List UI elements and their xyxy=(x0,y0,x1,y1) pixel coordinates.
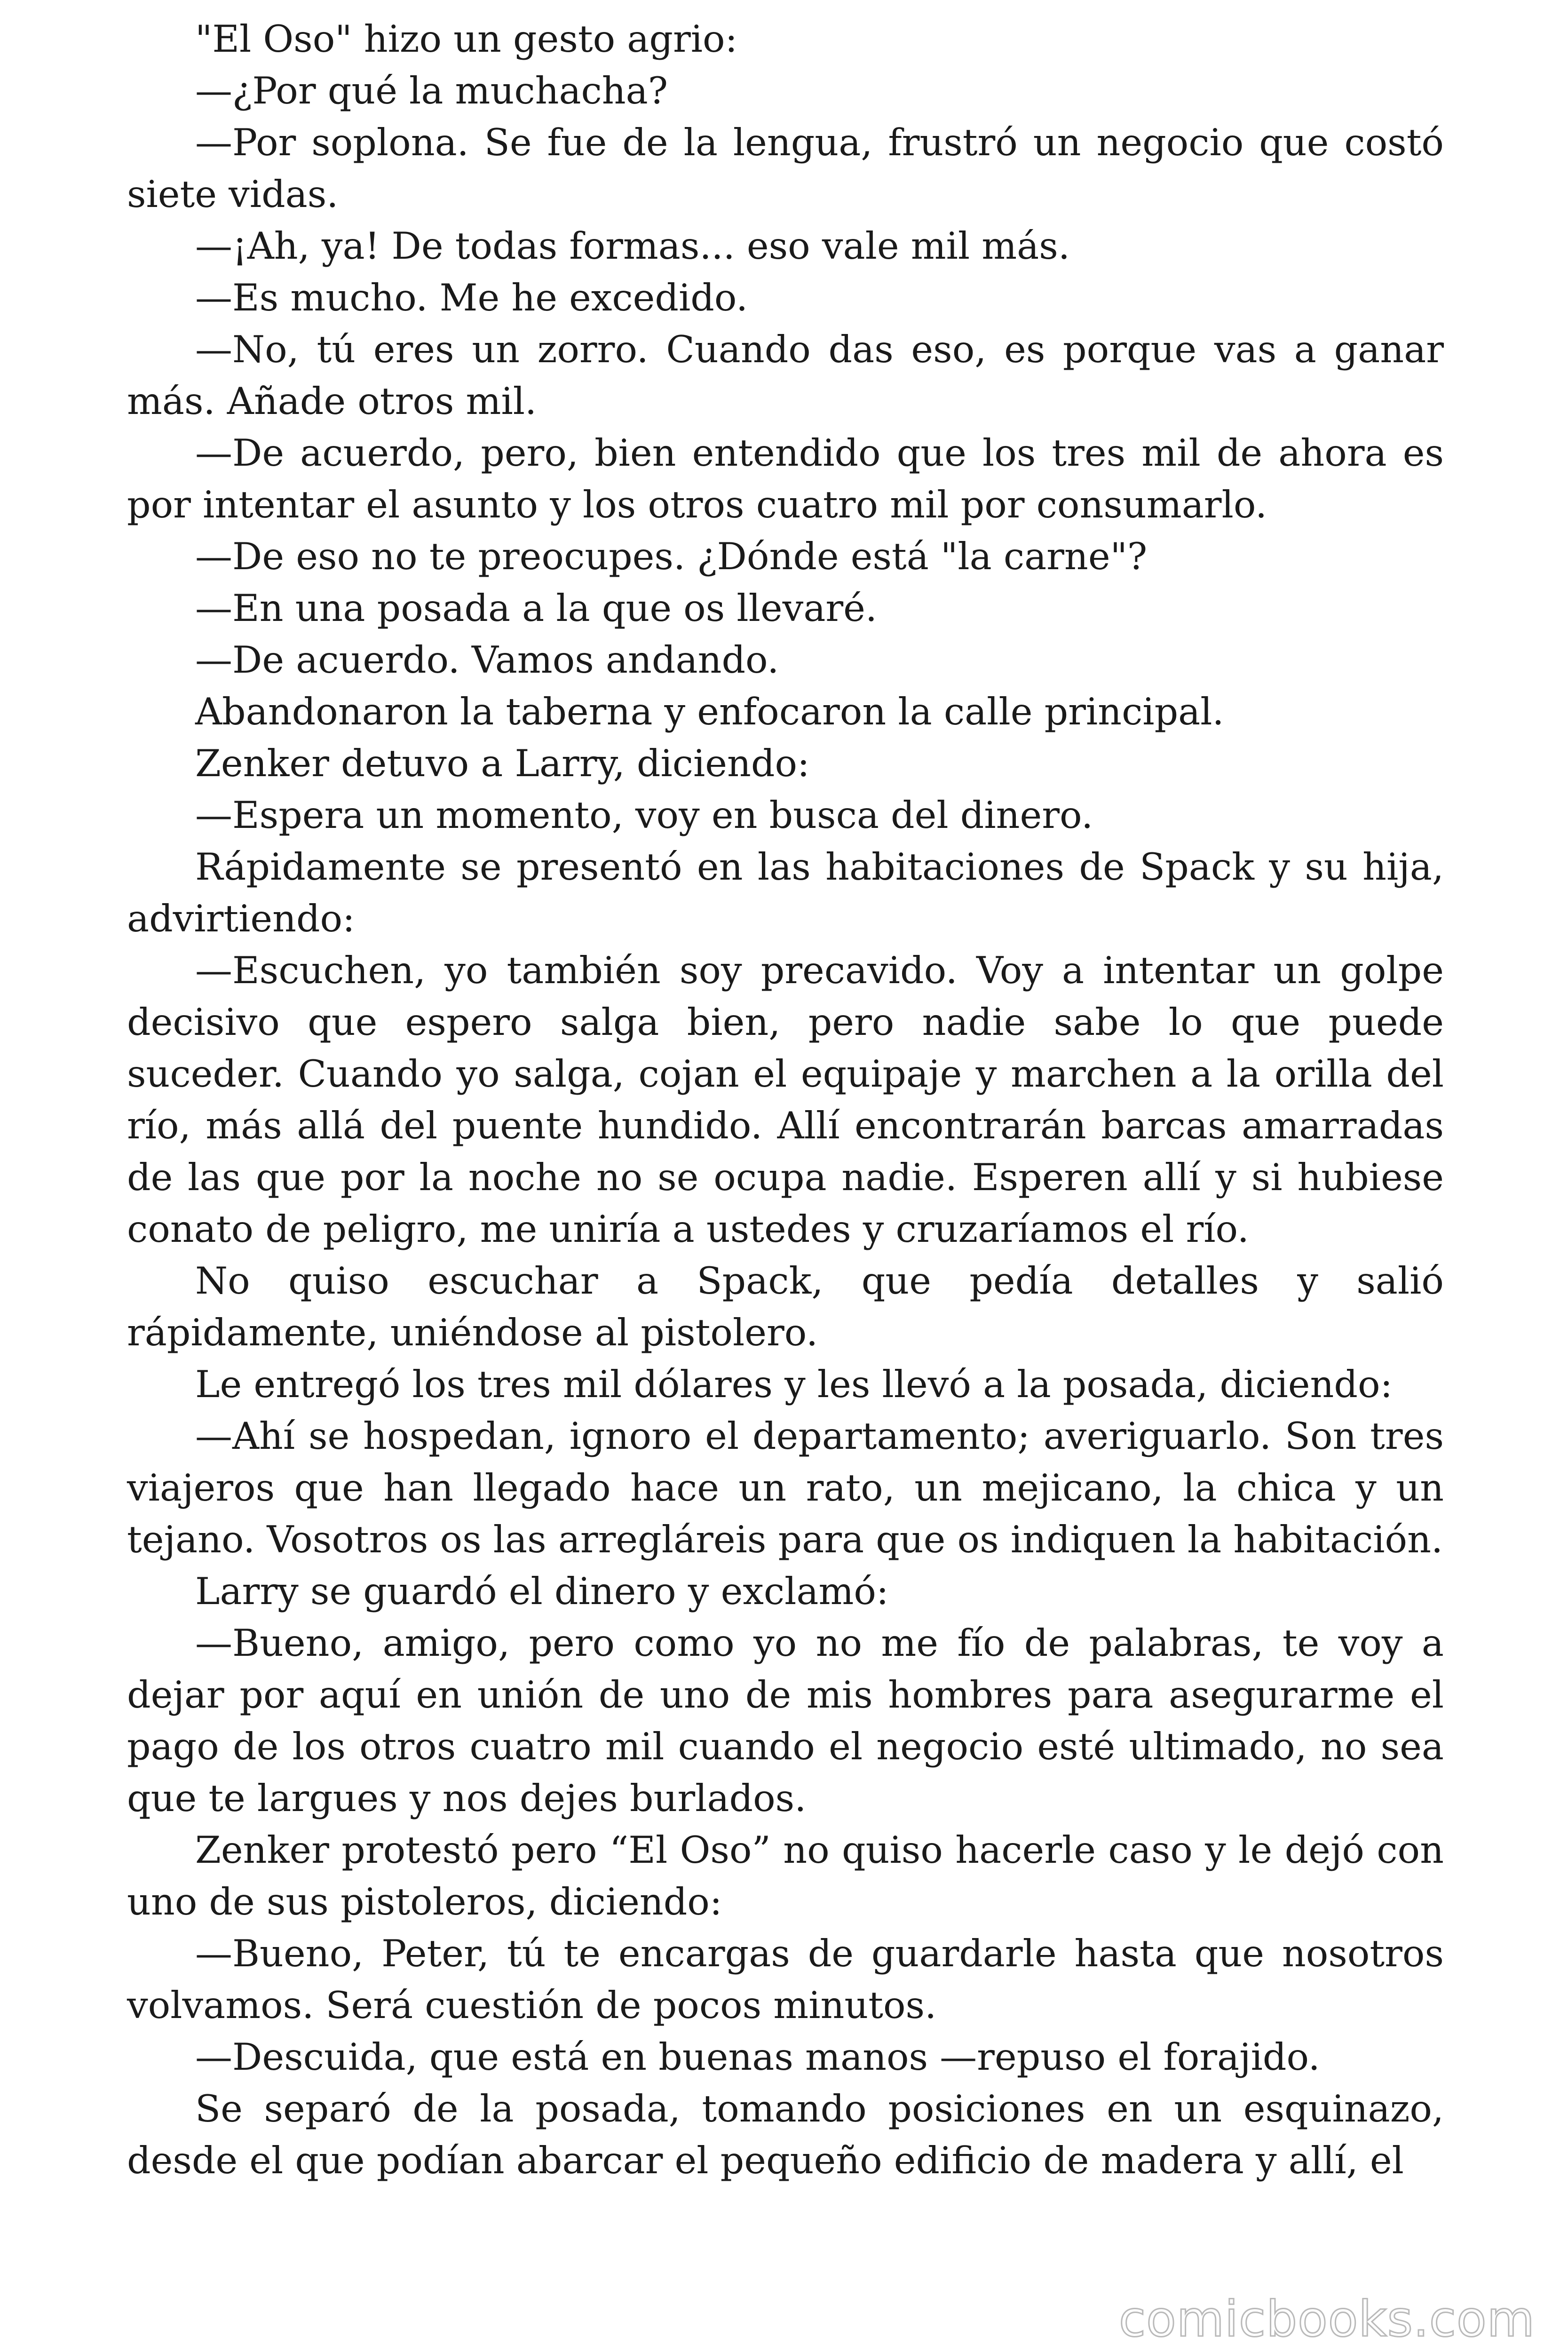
paragraph: —Escuchen, yo también soy precavido. Voy a intentar un golpe decisivo que espero salga bien, pero nadie sabe lo que puede suceder. Cuando yo salga, cojan el equipaje y marchen a la orilla del río, más allá del puente hundido. Allí encontrarán barcas amarradas de las que por la noche no se ocupa nadie. Esperen allí y si hubiese conato de peligro, me uniría a ustedes y cruzaríamos el río. xyxy=(127,949,1444,1251)
paragraph: —Bueno, Peter, tú te encargas de guardarle hasta que nosotros volvamos. Será cuestión de pocos minutos. xyxy=(127,1932,1444,2027)
paragraph: —De acuerdo. Vamos andando. xyxy=(195,638,779,682)
body-text xyxy=(127,13,1444,2186)
paragraph: Zenker detuvo a Larry, diciendo: xyxy=(195,742,810,785)
paragraph: —Bueno, amigo, pero como yo no me fío de palabras, te voy a dejar por aquí en unión de uno de mis hombres para asegurarme el pago de los otros cuatro mil cuando el negocio esté ultimado, no sea que te largues y nos dejes burlados. xyxy=(127,1621,1444,1820)
paragraph: Le entregó los tres mil dólares y les llevó a la posada, diciendo: xyxy=(195,1363,1393,1406)
paragraph: Larry se guardó el dinero y exclamó: xyxy=(195,1570,889,1613)
paragraph: —De acuerdo, pero, bien entendido que los tres mil de ahora es por intentar el asunto y los otros cuatro mil por consumarlo. xyxy=(127,431,1444,526)
paragraph: —¿Por qué la muchacha? xyxy=(195,69,668,112)
paragraph: Rápidamente se presentó en las habitaciones de Spack y su hija, advirtiendo: xyxy=(127,845,1444,940)
paragraph: Abandonaron la taberna y enfocaron la calle principal. xyxy=(195,690,1224,733)
paragraph: —Descuida, que está en buenas manos —repuso el forajido. xyxy=(195,2035,1320,2079)
paragraph: —No, tú eres un zorro. Cuando das eso, es porque vas a ganar más. Añade otros mil. xyxy=(127,328,1444,423)
paragraph: —Espera un momento, voy en busca del dinero. xyxy=(195,794,1093,837)
paragraph: —Ahí se hospedan, ignoro el departamento; averiguarlo. Son tres viajeros que han llegado hace un rato, un mejicano, la chica y un tejano. Vosotros os las arregláreis para que os indiquen la habitación. xyxy=(127,1414,1444,1561)
paragraph: —Es mucho. Me he excedido. xyxy=(195,276,748,319)
paragraph: —¡Ah, ya! De todas formas... eso vale mil más. xyxy=(195,224,1070,268)
paragraph: "El Oso" hizo un gesto agrio: xyxy=(195,17,738,61)
paragraph: No quiso escuchar a Spack, que pedía detalles y salió rápidamente, uniéndose al pistolero. xyxy=(127,1259,1444,1354)
paragraph: Zenker protestó pero “El Oso” no quiso hacerle caso y le dejó con uno de sus pistoleros, diciendo: xyxy=(127,1828,1444,1923)
paragraph: —En una posada a la que os llevaré. xyxy=(195,587,878,630)
paragraph: Se separó de la posada, tomando posiciones en un esquinazo, desde el que podían abarcar el pequeño edificio de madera y allí, el xyxy=(127,2087,1444,2182)
watermark-logo: comicbooks.com xyxy=(1118,2290,1535,2348)
paragraph: —Por soplona. Se fue de la lengua, frustró un negocio que costó siete vidas. xyxy=(127,121,1444,216)
paragraph: —De eso no te preocupes. ¿Dónde está "la carne"? xyxy=(195,535,1148,578)
